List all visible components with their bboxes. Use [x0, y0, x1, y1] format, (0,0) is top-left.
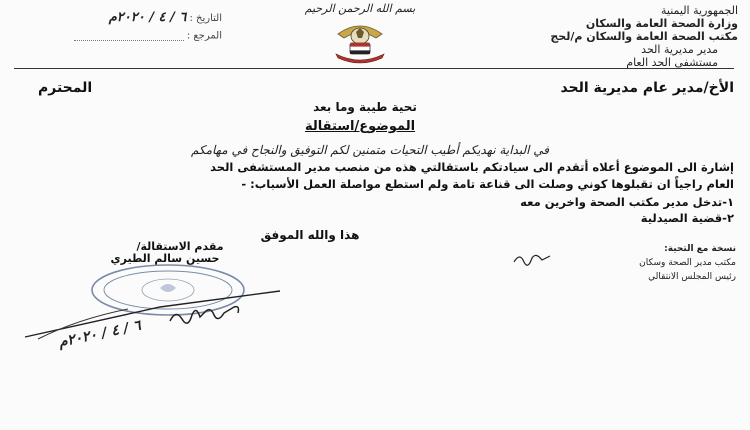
copy-item-1: مكتب مدير الصحة وسكان [639, 258, 736, 268]
body-line-1: إشارة الى الموضوع أعلاه أتقدم الى سيادتكم باستقالتي هذه من منصب مدير المستشفى الحد [210, 160, 734, 174]
subject: الموضوع/استقالة [304, 119, 416, 134]
header-divider [14, 68, 734, 69]
body-line-4: ٢-قضية الصيدلية [640, 211, 734, 225]
body-line-3: ١-تدخل مدير مكتب الصحة واخرين معه [520, 195, 734, 209]
addressee: الأخ/مدير عام مديرية الحد [560, 80, 734, 96]
yemen-emblem-icon [330, 16, 390, 64]
reference-blank [74, 30, 184, 41]
signature-handwritten-date: ٦ / ٤ / ٢٠٢٠م [57, 317, 143, 351]
reference-row [22, 30, 222, 42]
gov-line-hospital: مستشفى الحد العام [626, 56, 718, 69]
initials-scribble-icon [510, 248, 554, 268]
honorific: المحترم [38, 80, 93, 96]
closing: هذا والله الموفق [260, 228, 360, 242]
handwritten-greeting-line: في البداية نهديكم أطيب التحيات متمنين لكم التوفيق والنجاح في مهامكم [190, 143, 549, 157]
greeting: تحية طيبة وما بعد [313, 100, 417, 114]
signature-title: مقدم الاستقالة/ [136, 240, 224, 253]
date-label: التاريخ : [189, 13, 222, 24]
reference-label: المرجع : [186, 30, 222, 42]
signature-name: حسين سالم الطيري [110, 252, 220, 265]
basmala: بسم الله الرحمن الرحيم [304, 2, 416, 15]
gov-line-district: مدير مديرية الحد [641, 43, 718, 56]
gov-line-office: مكتب الصحة العامة والسكان م/لحج [550, 30, 738, 43]
copies-heading: نسخة مع التحية: [664, 244, 736, 254]
government-header [498, 4, 738, 69]
date-row [22, 10, 222, 25]
copy-item-2: رئيس المجلس الانتقالي [648, 272, 736, 282]
gov-line-ministry: وزارة الصحة العامة والسكان [585, 17, 738, 30]
body-line-2: العام راجياً ان تقبلوها كوني وصلت الى قناعة تامة ولم استطع مواصلة العمل الأسباب: - [241, 177, 734, 191]
date-value: ٦ / ٤ / ٢٠٢٠م [108, 10, 187, 25]
gov-line-country: الجمهورية اليمنية [660, 4, 738, 17]
